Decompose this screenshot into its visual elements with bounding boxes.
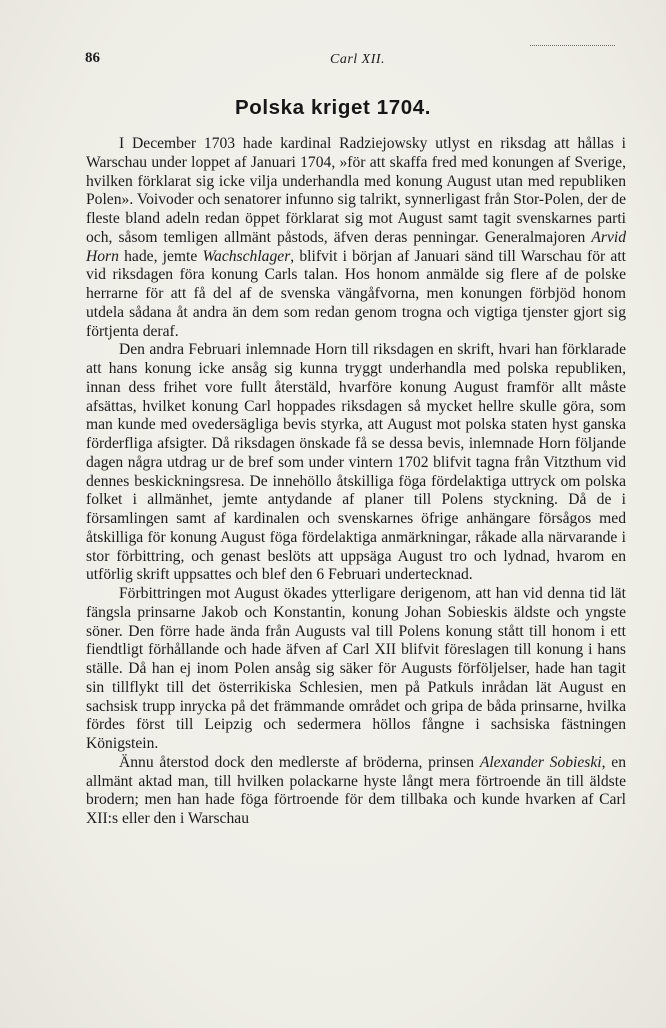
text-run: Ännu återstod dock den medlerste af bröderna, prinsen [119,753,480,771]
text-run: Förbittringen mot August ökades ytterligare derigenom, att han vid denna tid lät fängsla prinsarne Jakob och Konstantin, konung Johan Sobieskis äldste och yngste söner. Den förre hade ända från Augusts val till Polens konung stått till honom i ett fiendtligt förhållande och hade äfven af Carl XII blifvit föreslagen till konung i hans ställe. Då han ej inom Polen ansåg sig säker för Augusts förföljelser, hade han tagit sin tillflykt till det österrikiska Schlesien, men på Patkuls inrådan lät August en sachsisk trupp inrycka på det främmande området och gripa de båda prinsarne, hvilka fördes först till Leipzig och sedermera höllos fångne i sachsiska fästningen Königstein. [86,585,626,752]
body-text [86,135,626,829]
text-run: hade, jemte [118,247,203,265]
text-run: I December 1703 hade kardinal Radziejowsky utlyst en riksdag att hållas i Warschau under loppet af Januari 1704, »för att skaffa fred med konungen af Sverige, hvilken förklarat sig icke vilja underhandla med konung August utan med republiken Polen». Voivoder och senatorer infunno sig talrikt, synnerligast från Stor-Polen, der de fleste bland adeln redan öppet förklarat sig mot August samt tagit svenskarnes parti och, såsom temligen allmänt påstods, äfven deras penningar. Generalmajoren [86,135,626,246]
text-run: , en allmänt aktad man, till hvilken polackarne hyste långt mera förtroende än till äldste brodern; men han hade föga förtroende för dem tillbaka och kunde hvarken af Carl XII:s eller den i Warschau [86,753,627,827]
person-name-italic: Wachschlager [202,247,291,265]
text-run: Den andra Februari inlemnade Horn till riksdagen en skrift, hvari han förklarade att hans konung icke ansåg sig kunna tryggt underhandla med polska republiken, innan dess frihet vore fullt återstäld, hvarföre konung August framför allt måste afsättas, hvilket konung Carl hoppades riksdagen så mycket hellre skulle göra, som man kunde med ovedersägliga bevis styrka, att August mot polska staten hyst ganska förderfliga afsigter. Då riksdagen önskade få se dessa bevis, inlemnade Horn följande dagen några utdrag ur de bref som under vintern 1702 blifvit tagna från Vitzthum vid dennes beskickningsresa. De innehöllo åtskilliga föga fördelaktiga uttryck om polska folket i allmänhet, jemte antydande af planer till Polens styckning. Då de i församlingen samt af kardinalen och svenskarnes öfrige anhängare försågos med åtskilliga för konung August föga fördelaktiga anmärkningar, råkade alla närvarande i stor förbittring, och genast beslöts att uppsäga August tro och lydnad, hvarom en utförlig skrift uppsattes och blef den 6 Februari undertecknad. [86,341,626,584]
person-name-italic: Alexander Sobieski [479,753,602,771]
header-rule [530,45,615,46]
running-head [85,50,615,72]
chapter-title: Polska kriget 1704. [234,96,431,119]
person-name-italic: Arvid Horn [86,228,626,265]
page-number: 86 [85,50,100,66]
paragraph-3 [86,585,626,754]
paragraph-2 [86,341,626,585]
paragraph-4 [86,754,626,829]
running-title: Carl XII. [330,52,386,67]
text-run: , blifvit i början af Januari sänd till Warschau för att vid riksdagen föra konung Carls talan. Hos honom anmälde sig flere af de polske herrarne för att få del af de svenska vängåfvorna, men konungen förbjöd honom utdela sådana åt andra än dem som redan genom trogna och vigtiga tjenster gjort sig förtjenta deraf. [86,247,626,340]
paragraph-1 [86,135,626,341]
